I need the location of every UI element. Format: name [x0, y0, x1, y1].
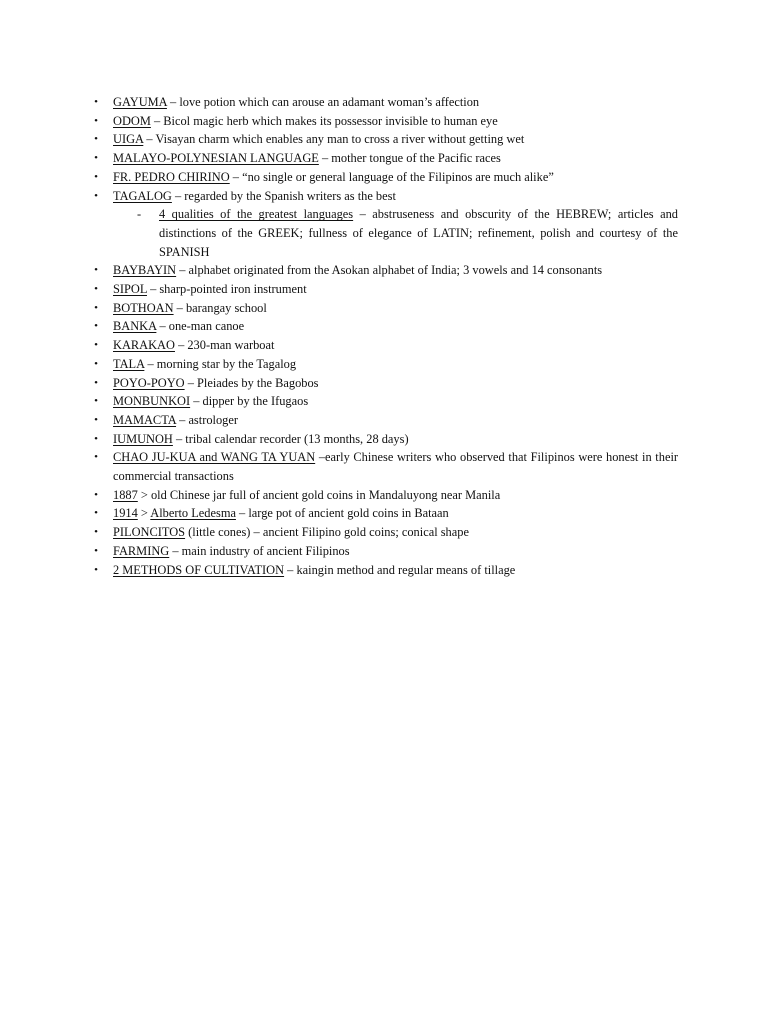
description: – barangay school — [173, 300, 267, 315]
bullet-icon: • — [94, 339, 98, 352]
list-item — [89, 130, 678, 149]
description: – mother tongue of the Pacific races — [318, 151, 501, 166]
list-item — [89, 261, 678, 280]
term: SIPOL — [113, 282, 147, 297]
dash-icon: - — [137, 207, 142, 222]
term: GAYUMA — [113, 95, 167, 109]
list-item — [89, 355, 678, 374]
list-item — [89, 112, 678, 131]
term: BOTHOAN — [113, 300, 174, 315]
bullet-icon: • — [94, 170, 98, 183]
term: MONBUNKOI — [113, 394, 191, 409]
bullet-icon: • — [94, 563, 98, 576]
list-item — [89, 374, 678, 393]
term: FR. PEDRO CHIRINO — [113, 169, 230, 184]
list-item — [89, 317, 678, 336]
bullet-icon: • — [94, 301, 98, 314]
description: – alphabet originated from the Asokan alphabet of India; 3 vowels and 14 consonants — [176, 263, 603, 278]
term: MAMACTA — [113, 412, 177, 427]
list-item — [89, 299, 678, 318]
description: – 230-man warboat — [174, 338, 275, 353]
term: 1914 — [113, 506, 138, 521]
bullet-icon: • — [94, 114, 98, 127]
term: 2 METHODS OF CULTIVATION — [113, 562, 285, 577]
description: – “no single or general language of the Filipinos are much alike” — [229, 169, 554, 184]
term: MALAYO-POLYNESIAN LANGUAGE — [113, 151, 319, 166]
sub-list — [113, 205, 678, 261]
description: – Pleiades by the Bagobos — [184, 375, 319, 390]
separator: > — [137, 506, 151, 521]
list-item — [89, 336, 678, 355]
list-item — [89, 411, 678, 430]
bullet-icon: • — [94, 357, 98, 370]
term: TALA — [113, 356, 145, 371]
term: BAYBAYIN — [113, 263, 177, 278]
list-item — [89, 93, 678, 112]
bullet-icon: • — [94, 189, 98, 202]
list-item — [89, 430, 678, 449]
term: CHAO JU-KUA and WANG TA YUAN — [113, 450, 316, 465]
term: FARMING — [113, 543, 170, 558]
term: PILONCITOS — [113, 525, 186, 540]
description: – large pot of ancient gold coins in Bataan — [235, 506, 449, 521]
description: – Bicol magic herb which makes its possessor invisible to human eye — [150, 113, 498, 128]
term: Alberto Ledesma — [150, 506, 236, 521]
term: TAGALOG — [113, 188, 172, 203]
term: 1887 — [113, 487, 138, 502]
term: IUMUNOH — [113, 431, 173, 446]
description: – abstruseness and obscurity of the HEBREW; articles and distinctions of the GREEK; fullness of elegance of LATIN; refinement, polish and courtesy of the SPANISH — [159, 207, 679, 259]
term: BANKA — [113, 319, 157, 334]
description: – kaingin method and regular means of tillage — [284, 562, 516, 577]
description: – regarded by the Spanish writers as the best — [171, 188, 396, 203]
list-item — [89, 448, 678, 485]
description: > old Chinese jar full of ancient gold coins in Mandaluyong near Manila — [137, 487, 501, 502]
term: 4 qualities of the greatest languages — [159, 207, 354, 222]
list-item — [89, 187, 678, 262]
description: – one-man canoe — [156, 319, 245, 334]
bullet-icon: • — [94, 488, 98, 501]
description: – morning star by the Tagalog — [144, 356, 297, 371]
notes-list — [89, 93, 678, 579]
bullet-icon: • — [94, 413, 98, 426]
list-item — [89, 504, 678, 523]
description: – dipper by the Ifugaos — [190, 394, 309, 409]
bullet-icon: • — [94, 264, 98, 277]
description: – tribal calendar recorder (13 months, 28 days) — [172, 431, 409, 446]
list-item — [89, 523, 678, 542]
list-item — [89, 561, 678, 580]
list-item — [89, 168, 678, 187]
description: – love potion which can arouse an adamant woman’s affection — [166, 95, 480, 109]
bullet-icon: • — [94, 526, 98, 539]
description: (little cones) – ancient Filipino gold coins; conical shape — [185, 525, 469, 540]
description: – sharp-pointed iron instrument — [146, 282, 307, 297]
bullet-icon: • — [94, 376, 98, 389]
term: POYO-POYO — [113, 375, 185, 390]
list-item — [89, 486, 678, 505]
bullet-icon: • — [94, 283, 98, 296]
term: UIGA — [113, 132, 144, 147]
bullet-icon: • — [94, 96, 98, 108]
list-item — [89, 280, 678, 299]
sub-list-item — [113, 205, 678, 261]
bullet-icon: • — [94, 395, 98, 408]
description: – main industry of ancient Filipinos — [169, 543, 350, 558]
bullet-icon: • — [94, 451, 98, 464]
list-item — [89, 392, 678, 411]
description: – Visayan charm which enables any man to cross a river without getting wet — [143, 132, 525, 147]
bullet-icon: • — [94, 507, 98, 520]
description: – astrologer — [176, 412, 238, 427]
bullet-icon: • — [94, 133, 98, 146]
bullet-icon: • — [94, 432, 98, 445]
description: –early Chinese writers who observed that Filipinos were honest in their commercial transactions — [113, 450, 679, 484]
term: ODOM — [113, 113, 151, 128]
list-item — [89, 149, 678, 168]
term: KARAKAO — [113, 338, 175, 353]
bullet-icon: • — [94, 544, 98, 557]
list-item — [89, 542, 678, 561]
bullet-icon: • — [94, 152, 98, 165]
bullet-icon: • — [94, 320, 98, 333]
